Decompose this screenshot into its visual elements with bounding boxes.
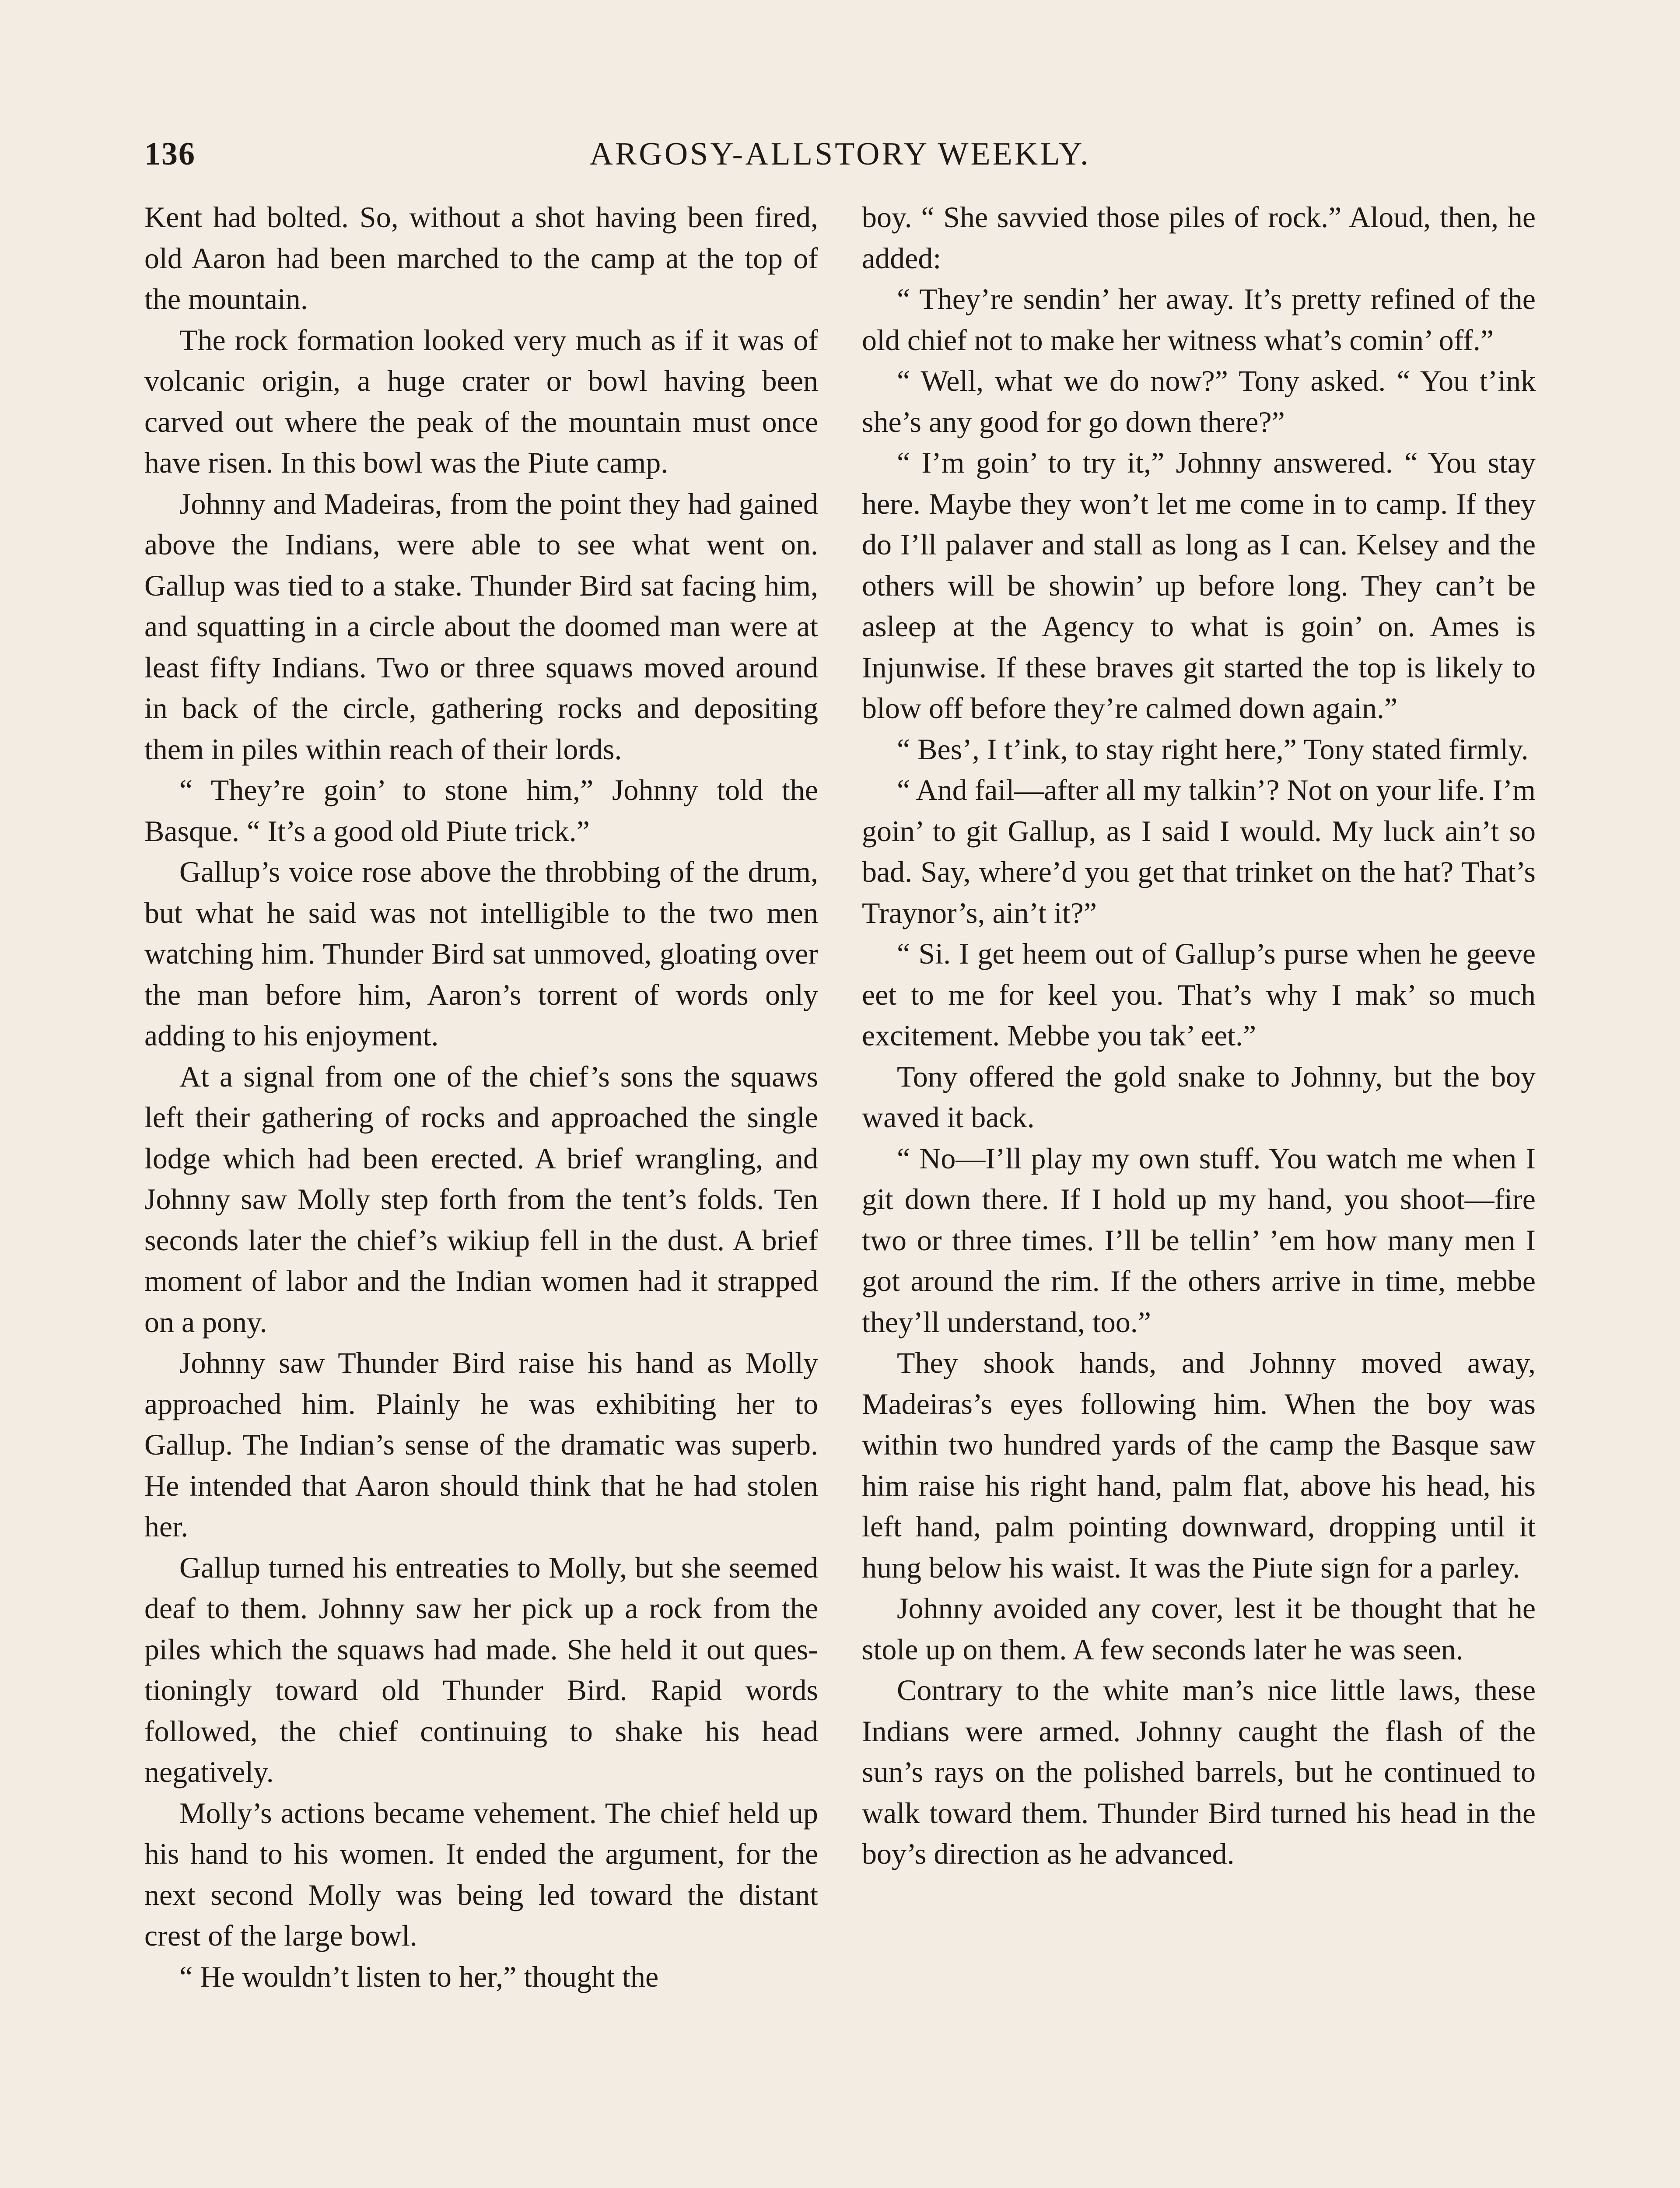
left-column bbox=[144, 197, 818, 1997]
paragraph: “ No—I’ll play my own stuff. You watch me when I git down there. If I hold up my hand, you shoot—fire two or three times. I’ll be tellin’ ’em how many men I got around the rim. If the others arrive in time, mebbe they’ll understand, too.” bbox=[862, 1141, 1536, 1339]
paragraph: At a signal from one of the chief’s sons the squaws left their gathering of rocks and approached the single lodge which had been erected. A brief wrangling, and Johnny saw Molly step forth from the tent’s folds. Ten seconds later the chief’s wikiup fell in the dust. A brief moment of labor and the Indian women had it strapped on a pony. bbox=[144, 1059, 818, 1339]
text-columns bbox=[144, 197, 1536, 1997]
paragraph: Gallup’s voice rose above the throbbing of the drum, but what he said was not intelligible to the two men watching him. Thunder Bird sat unmoved, gloating over the man before him, Aaron’s torrent of words only adding to his enjoyment. bbox=[144, 855, 818, 1052]
paragraph: “ They’re goin’ to stone him,” Johnny told the Basque. “ It’s a good old Piute trick.” bbox=[144, 773, 818, 848]
paragraph: Tony offered the gold snake to Johnny, but the boy waved it back. bbox=[862, 1059, 1536, 1134]
paragraph: boy. “ She savvied those piles of rock.” Aloud, then, he added: bbox=[862, 200, 1536, 275]
paragraph: “ I’m goin’ to try it,” Johnny answered. “ You stay here. Maybe they won’t let me come in to camp. If they do I’ll palaver and stall as long as I can. Kelsey and the others will be showin’ up before long. They can’t be asleep at the Agency to what is goin’ on. Ames is Injunwise. If these braves git started the top is likely to blow off before they’re calmed down again.” bbox=[862, 446, 1536, 725]
paragraph: Johnny saw Thunder Bird raise his hand as Molly approached him. Plainly he was exhibiting her to Gallup. The Indian’s sense of the dramatic was superb. He intended that Aaron should think that he had stolen her. bbox=[144, 1346, 818, 1543]
paragraph: Molly’s actions became vehement. The chief held up his hand to his women. It ended the argument, for the next second Molly was being led toward the distant crest of the large bowl. bbox=[144, 1796, 818, 1952]
paragraph: Johnny avoided any cover, lest it be thought that he stole up on them. A few seconds later he was seen. bbox=[862, 1592, 1536, 1666]
paragraph: Kent had bolted. So, without a shot having been fired, old Aaron had been marched to the camp at the top of the mountain. bbox=[144, 200, 818, 316]
paragraph: The rock formation looked very much as if it was of volcanic origin, a huge crater or bowl having been carved out where the peak of the mountain must once have risen. In this bowl was the Piute camp. bbox=[144, 323, 818, 479]
paragraph: Contrary to the white man’s nice little laws, these Indians were armed. Johnny caught the flash of the sun’s rays on the polished barrels, but he continued to walk toward them. Thunder Bird turned his head in the boy’s direction as he advanced. bbox=[862, 1673, 1536, 1870]
paragraph: They shook hands, and Johnny moved away, Madeiras’s eyes following him. When the boy was within two hundred yards of the camp the Basque saw him raise his right hand, palm flat, above his head, his left hand, palm pointing downward, dropping until it hung below his waist. It was the Piute sign for a parley. bbox=[862, 1346, 1536, 1584]
paragraph: “ And fail—after all my talkin’? Not on your life. I’m goin’ to git Gallup, as I said I would. My luck ain’t so bad. Say, where’d you get that trinket on the hat? That’s Traynor’s, ain’t it?” bbox=[862, 773, 1536, 929]
paragraph: “ Bes’, I t’ink, to stay right here,” Tony stated firmly. bbox=[897, 732, 1529, 766]
paragraph: Johnny and Madeiras, from the point they had gained above the Indians, were able to see what went on. Gallup was tied to a stake. Thunder Bird sat facing him, and squatting in a circle about the doomed man were at least fifty Indians. Two or three squaws moved around in back of the circle, gathering rocks and depositing them in piles within reach of their lords. bbox=[144, 487, 818, 766]
paragraph: “ He wouldn’t listen to her,” thought the bbox=[179, 1960, 659, 1993]
page-number: 136 bbox=[144, 136, 196, 172]
right-column bbox=[862, 197, 1536, 1997]
running-head: ARGOSY-ALLSTORY WEEKLY. bbox=[589, 136, 1091, 172]
paragraph: “ They’re sendin’ her away. It’s pretty refined of the old chief not to make her witness what’s comin’ off.” bbox=[862, 282, 1536, 357]
paragraph: “ Well, what we do now?” Tony asked. “ You t’ink she’s any good for go down there?” bbox=[862, 364, 1536, 438]
page-header bbox=[144, 127, 1536, 193]
paragraph: Gallup turned his entreaties to Molly, but she seemed deaf to them. Johnny saw her pick up a rock from the piles which the squaws had made. She held it out questioningly toward old Thunder Bird. Rapid words followed, the chief continuing to shake his head negatively. bbox=[144, 1550, 818, 1788]
paragraph: “ Si. I get heem out of Gallup’s purse when he geeve eet to me for keel you. That’s why I mak’ so much excitement. Mebbe you tak’ eet.” bbox=[862, 937, 1536, 1052]
magazine-page bbox=[144, 127, 1536, 2188]
